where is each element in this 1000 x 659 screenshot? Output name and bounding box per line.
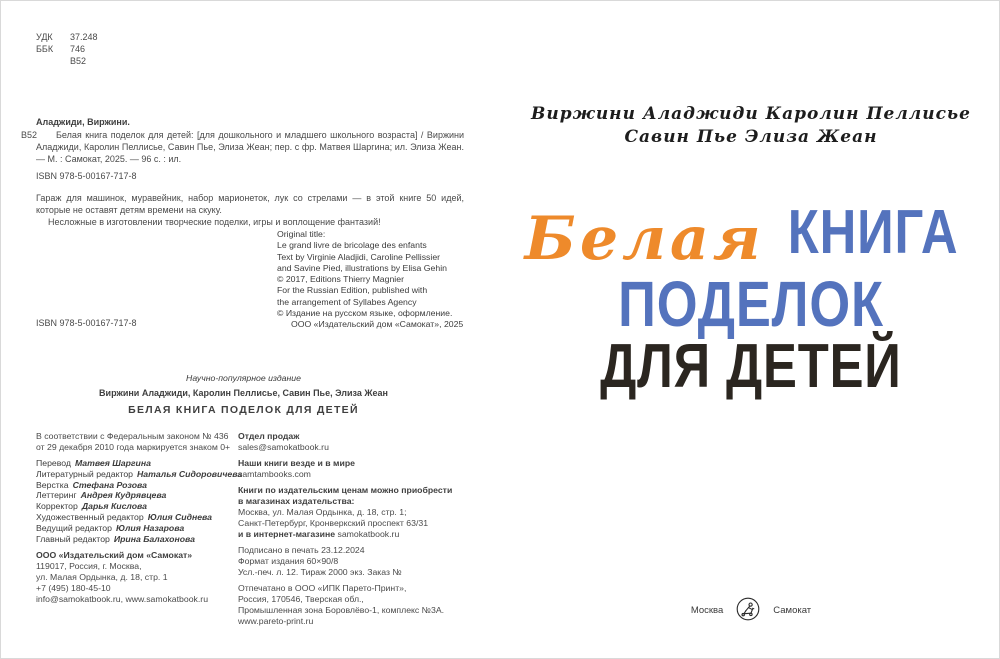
original-title-block <box>277 229 463 331</box>
sales-heading: Отдел продаж <box>238 431 300 441</box>
credit-role: Перевод <box>36 458 71 468</box>
printer-block <box>238 583 476 627</box>
worldwide-site: samtambooks.com <box>238 469 311 479</box>
bib-description: Белая книга поделок для детей: [для дошкольного и младшего школьного возраста] / Виржини Аладжиди, Каролин Пеллисье, Савин Пье, Элиза Жеан; пер. с фр. Матвея Шаргина; ил. Элиза Жеан. — М. : Самокат, 2025. — 96 с. : ил. <box>36 130 464 164</box>
footer-city: Москва <box>690 605 724 616</box>
title-line-2 <box>501 267 1000 340</box>
right-title-page <box>501 1 1000 659</box>
publisher-phone: +7 (495) 180-45-10 <box>36 583 111 593</box>
udk-label: УДК <box>36 32 53 42</box>
original-title-line: the arrangement of Syllabes Agency <box>277 296 417 307</box>
stores-online-label: и в интернет-магазине <box>238 529 336 539</box>
credit-row <box>36 523 242 534</box>
age-law-line1: В соответствии с Федеральным законом № 436 <box>36 431 229 441</box>
publisher-address2: ул. Малая Ордынка, д. 18, стр. 1 <box>36 572 168 582</box>
title-page-authors <box>501 103 1000 149</box>
worldwide-heading: Наши книги везде и в мире <box>238 458 355 468</box>
credit-role: Ведущий редактор <box>36 522 112 533</box>
credit-name: Матвея Шаргина <box>74 458 151 468</box>
title-line-1 <box>501 197 1000 274</box>
copyright-publisher-line: ООО «Издательский дом «Самокат», 2025 <box>291 319 464 330</box>
print-signed-line: Подписано в печать 23.12.2024 <box>238 545 365 555</box>
credit-name: Наталья Сидоровичева <box>137 468 243 479</box>
edition-note: Научно-популярное издание <box>186 373 301 383</box>
bib-entry <box>21 129 464 165</box>
print-data-block <box>238 545 476 578</box>
udk-value: 37.248 <box>70 32 98 42</box>
original-title-line: For the Russian Edition, published with <box>277 285 428 296</box>
age-law-note <box>36 431 230 453</box>
title-authors-line2: Савин Пье Элиза Жеан <box>624 127 878 147</box>
publisher-name: ООО «Издательский дом «Самокат» <box>36 550 193 560</box>
stores-online-line <box>238 529 476 540</box>
original-title-line: Le grand livre de bricolage des enfants <box>277 240 427 251</box>
credit-row <box>36 534 242 545</box>
printer-line3: Промышленная зона Боровлёво-1, комплекс №3А. <box>238 605 445 615</box>
credit-role: Главный редактор <box>36 533 110 544</box>
classification-block <box>36 31 98 67</box>
printer-line2: Россия, 170546, Тверская обл., <box>238 594 364 604</box>
credit-name: Андрея Кудрявцева <box>80 490 167 501</box>
title-word-kniga: КНИГА <box>787 198 959 267</box>
copyright-line: © 2017, Editions Thierry Magnier <box>277 274 404 285</box>
book-title-caps: БЕЛАЯ КНИГА ПОДЕЛОК ДЛЯ ДЕТЕЙ <box>128 404 359 416</box>
credit-row <box>36 501 242 512</box>
edition-section <box>21 373 466 416</box>
printer-site: www.pareto-print.ru <box>238 616 314 626</box>
printer-line1: Отпечатано в ООО «ИПК Парето-Принт», <box>238 583 407 593</box>
bib-entry-code: В52 <box>21 130 38 140</box>
stores-block <box>238 485 476 540</box>
stores-heading2: в магазинах издательства: <box>238 496 355 506</box>
credit-row <box>36 490 242 501</box>
isbn-bottom: ISBN 978-5-00167-717-8 <box>36 318 137 328</box>
copyright-line-ru: © Издание на русском языке, оформление. <box>277 308 453 319</box>
title-word-podelok: ПОДЕЛОК <box>618 268 884 340</box>
stores-heading1: Книги по издательским ценам можно приобрести <box>238 485 453 495</box>
print-run-line: Усл.-печ. л. 12. Тираж 2000 экз. Заказ № <box>238 567 402 577</box>
book-main-title <box>501 197 1000 402</box>
samokat-scooter-logo-icon <box>736 597 760 624</box>
bbk-label: ББК <box>36 44 54 54</box>
sales-block <box>238 431 476 453</box>
isbn-top: ISBN 978-5-00167-717-8 <box>36 171 137 181</box>
left-imprint-page <box>1 1 501 659</box>
stores-address1: Москва, ул. Малая Ордынка, д. 18, стр. 1; <box>238 507 407 517</box>
title-authors-line1: Виржини Аладжиди Каролин Пеллисье <box>531 104 971 124</box>
author-sign: В52 <box>70 56 87 66</box>
credit-role: Леттеринг <box>36 490 77 501</box>
original-title-line: Text by Virginie Aladjidi, Caroline Pellissier <box>277 251 441 262</box>
annotation-paragraph-2: Несложные в изготовлении творческие поделки, игры и воплощение фантазий! <box>48 217 381 227</box>
bib-author-heading: Аладжиди, Виржини. <box>36 117 130 127</box>
age-law-line2: от 29 декабря 2010 года маркируется знаком 0+ <box>36 442 231 452</box>
stores-address2: Санкт-Петербург, Кронверкский проспект 63/31 <box>238 518 429 528</box>
sales-email: sales@samokatbook.ru <box>238 442 329 452</box>
credit-row <box>36 458 242 469</box>
credit-role: Литературный редактор <box>36 468 134 479</box>
annotation-block <box>36 192 464 228</box>
credit-role: Корректор <box>36 501 78 512</box>
footer-publisher: Самокат <box>773 605 812 616</box>
credit-name: Юлия Сиднева <box>147 511 212 522</box>
publisher-address1: 119017, Россия, г. Москва, <box>36 561 142 571</box>
original-title-line: and Savine Pied, illustrations by Elisa Gehin <box>277 262 447 273</box>
credit-role: Художественный редактор <box>36 511 144 522</box>
publisher-contacts: info@samokatbook.ru, www.samokatbook.ru <box>36 594 209 604</box>
worldwide-block <box>238 458 476 480</box>
title-word-dlya-detey: ДЛЯ ДЕТЕЙ <box>600 332 902 401</box>
title-page-footer <box>501 597 1000 624</box>
credit-row <box>36 469 242 480</box>
authors-line: Виржини Аладжиди, Каролин Пеллисье, Савин Пье, Элиза Жеан <box>99 388 388 398</box>
credit-role: Верстка <box>36 479 69 490</box>
publisher-block <box>36 550 208 605</box>
title-word-belaya: Белая <box>524 204 765 274</box>
credit-row <box>36 512 242 523</box>
original-title-line: Original title: <box>277 229 326 239</box>
title-line-3 <box>501 331 1000 402</box>
credit-name: Юлия Назарова <box>115 522 185 533</box>
annotation-paragraph-1: Гараж для машинок, муравейник, набор марионеток, лук со стрелами — в этой книге 50 идей, которые не оставят детям времени на скуку. <box>36 193 464 215</box>
credit-row <box>36 480 242 491</box>
stores-online-site: samokatbook.ru <box>337 529 400 539</box>
credit-name: Стефана Розова <box>72 479 148 490</box>
credit-name: Дарья Кислова <box>81 501 147 512</box>
imprint-right-column <box>238 431 476 632</box>
print-format-line: Формат издания 60×90/8 <box>238 556 339 566</box>
credit-name: Ирина Балахонова <box>113 533 195 544</box>
credits-list <box>36 458 242 544</box>
bbk-value: 746 <box>70 44 86 54</box>
